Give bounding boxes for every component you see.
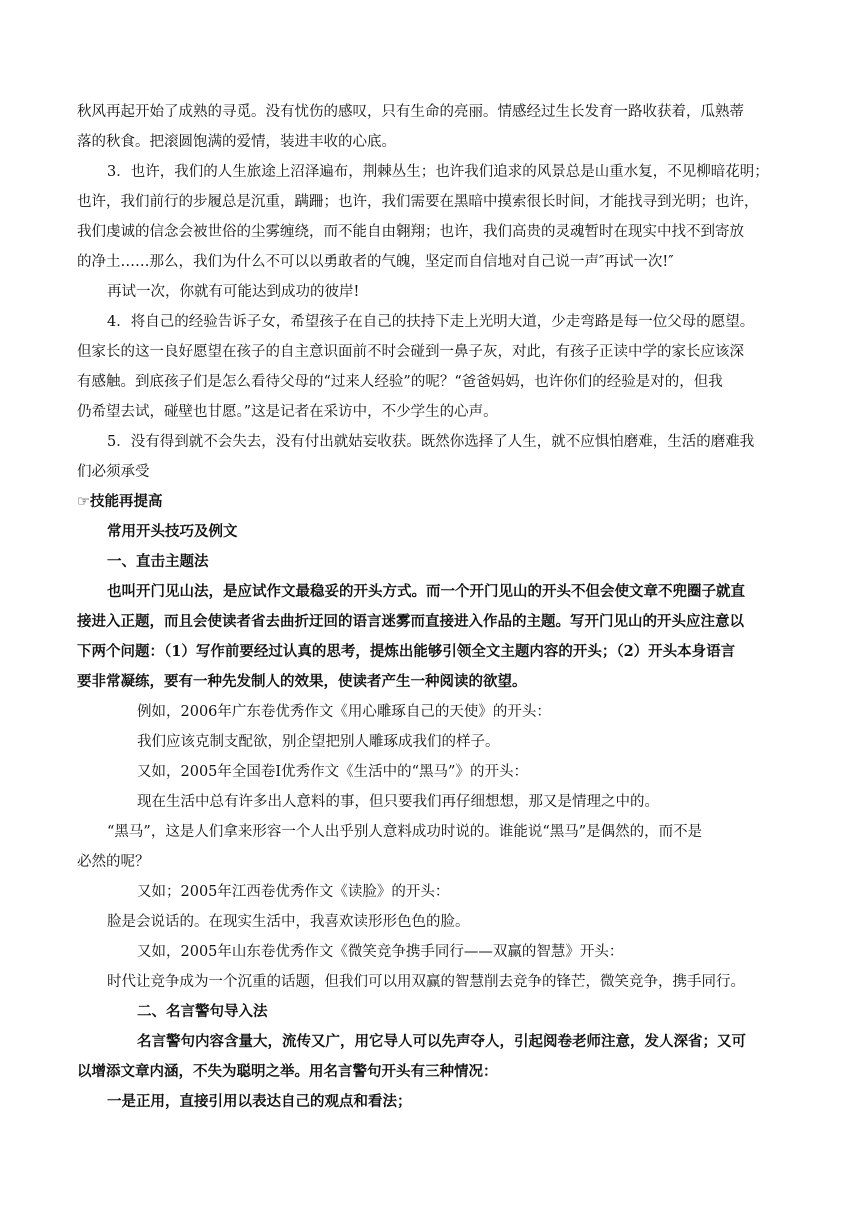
example-line: 又如；2005年江西卷优秀作文《读脸》的开头： (137, 884, 450, 900)
bold-paragraph-line: 以增添文章内涵，不失为聪明之举。用名言警句开头有三种情况： (77, 1063, 498, 1080)
example-line: 又如，2005年全国卷Ⅰ优秀作文《生活中的“黑马”》的开头： (137, 764, 528, 780)
paragraph-line: 秋风再起开始了成熟的寻觅。没有忧伤的感叹，只有生命的亮丽。情感经过生长发育一路收获着，瓜熟蒂 (77, 104, 744, 120)
bold-paragraph-line: 也叫开门见山法，是应试作文最稳妥的开头方式。而一个开门见山的开头不但会使文章不兜圈子就直 (107, 583, 745, 600)
example-line: “黑马”，这是人们拿来形容一个人出乎别人意料成功时说的。谁能说“黑马”是偶然的，而不是 (107, 824, 703, 840)
paragraph-line: 但家长的这一良好愿望在孩子的自主意识面前不时会碰到一鼻子灰，对此，有孩子正读中学的家长应该深 (77, 344, 744, 360)
example-line: 我们应该克制支配欲，别企望把别人雕琢成我们的样子。 (137, 734, 500, 750)
example-line: 时代让竞争成为一个沉重的话题，但我们可以用双赢的智慧削去竞争的锋芒，微笑竞争，携手同行。 (107, 974, 745, 990)
paragraph-line: 的净土……那么，我们为什么不可以以勇敢者的气魄，坚定而自信地对自己说一声″再试一次!″ (77, 254, 674, 270)
bold-paragraph-line: 接进入正题，而且会使读者省去曲折迂回的语言迷雾而直接进入作品的主题。写开门见山的开头应注意以 (77, 613, 744, 630)
paragraph-line: 仍希望去试，碰壁也甘愿。”这是记者在采访中，不少学生的心声。 (77, 404, 498, 420)
example-line: 又如，2005年山东卷优秀作文《微笑竞争携手同行——双赢的智慧》开头： (137, 944, 624, 960)
paragraph-line: 们必须承受 (77, 464, 150, 480)
paragraph-line: 我们虔诚的信念会被世俗的尘雾缠绕，而不能自由翱翔；也许，我们高贵的灵魂暂时在现实中找不到寄放 (77, 224, 744, 240)
paragraph-line: 有感触。到底孩子们是怎么看待父母的“过来人经验”的呢？“爸爸妈妈，也许你们的经验是对的，但我 (77, 374, 723, 390)
subsection-heading: 常用开头技巧及例文 (107, 523, 238, 540)
paragraph-line: 也许，我们前行的步履总是沉重，蹒跚；也许，我们需要在黑暗中摸索很长时间，才能找寻到光明；也许， (77, 194, 759, 210)
paragraph-line: 落的秋食。把滚圆饱满的爱情，装进丰收的心底。 (77, 134, 396, 150)
bold-paragraph-line: 名言警句内容含量大，流传又广，用它导人可以先声夺人，引起阅卷老师注意，发人深省；又可 (137, 1033, 746, 1050)
example-line: 脸是会说话的。在现实生活中，我喜欢读形形色色的脸。 (107, 914, 470, 930)
bold-paragraph-line: 下两个问题：（1）写作前要经过认真的思考，提炼出能够引领全文主题内容的开头；（2）开头本身语言 (77, 643, 736, 660)
method-heading: 一、直击主题法 (107, 553, 209, 570)
example-line: 例如，2006年广东卷优秀作文《用心雕琢自己的天使》的开头： (137, 704, 551, 720)
paragraph-line: 5．没有得到就不会失去，没有付出就姑妄收获。既然你选择了人生，就不应惧怕磨难，生活的磨难我 (107, 434, 755, 450)
paragraph-line: 4．将自己的经验告诉子女，希望孩子在自己的扶持下走上光明大道，少走弯路是每一位父母的愿望。 (107, 314, 755, 330)
section-heading: ☞技能再提高 (77, 494, 163, 510)
paragraph-line: 3．也许，我们的人生旅途上沼泽遍布，荆棘丛生；也许我们追求的风景总是山重水复，不见柳暗花明； (107, 164, 769, 180)
method-heading: 二、名言警句导入法 (137, 1003, 268, 1020)
bold-paragraph-line: 要非常凝练，要有一种先发制人的效果，使读者产生一种阅读的欲望。 (77, 673, 527, 690)
paragraph-line: 再试一次，你就有可能达到成功的彼岸! (107, 284, 360, 300)
example-line: 必然的呢？ (77, 854, 150, 870)
bold-paragraph-line: 一是正用，直接引用以表达自己的观点和看法； (107, 1093, 412, 1110)
example-line: 现在生活中总有许多出人意料的事，但只要我们再仔细想想，那又是情理之中的。 (137, 794, 659, 810)
